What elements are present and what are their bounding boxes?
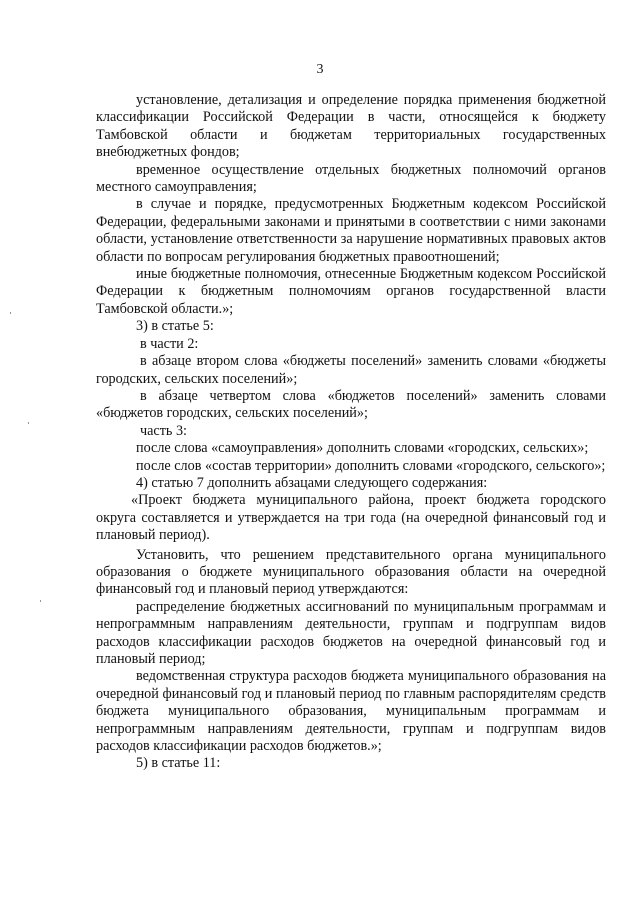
paragraph-establish: Установить, что решением представительного органа муниципального образования о бюджете муниципального образования области на очередной финансовый год и плановый период утверждаются:	[96, 546, 606, 598]
paragraph-after-self-government: после слова «самоуправления» дополнить словами «городских, сельских»;	[136, 440, 589, 457]
scan-speck	[10, 312, 11, 314]
scan-speck	[40, 600, 41, 602]
paragraph-responsibility: в случае и порядке, предусмотренных Бюджетным кодексом Российской Федерации, федеральными законами и принятыми в соответствии с ними законами области, установление ответственности за нарушение нормативных правовых актов области по вопросам регулирования бюджетных правоотношений;	[96, 196, 606, 265]
paragraph-part-3: часть 3:	[140, 422, 187, 439]
paragraph-fourth-subparagraph: в абзаце четвертом слова «бюджетов поселений» заменить словами «бюджетов городских, сельских поселений»;	[96, 387, 606, 422]
paragraph-budget-classification: установление, детализация и определение порядка применения бюджетной классификации Российской Федерации в части, относящейся к бюджету Тамбовской области и бюджетам территориальных государственных внебюджетных фондов;	[96, 92, 606, 161]
paragraph-article-7: 4) статью 7 дополнить абзацами следующего содержания:	[136, 474, 488, 491]
paragraph-after-territory: после слов «состав территории» дополнить словами «городского, сельского»;	[136, 457, 606, 474]
paragraph-article-5: 3) в статье 5:	[136, 318, 214, 335]
paragraph-departmental-structure: ведомственная структура расходов бюджета муниципального образования на очередной финансовый год и плановый период по главным распорядителям средств бюджета муниципального образования, муниципальным программам и непрограммным направлениям деятельности, группам и подгруппам видов расходов классификации расходов бюджетов.»;	[96, 668, 606, 755]
paragraph-temporary-powers: временное осуществление отдельных бюджетных полномочий органов местного самоуправления;	[96, 161, 606, 196]
scan-speck	[28, 422, 29, 424]
page-number: 3	[316, 62, 324, 77]
paragraph-other-powers: иные бюджетные полномочия, отнесенные Бюджетным кодексом Российской Федерации к бюджетным полномочиям органов государственной власти Тамбовской области.»;	[96, 266, 606, 317]
paragraph-article-11: 5) в статье 11:	[136, 755, 221, 772]
document-body	[96, 92, 606, 773]
paragraph-draft-budget-quote: «Проект бюджета муниципального района, проект бюджета городского округа составляется и утверждается на три года (на очередной финансовый год и плановый период).	[96, 492, 606, 544]
paragraph-second-subparagraph: в абзаце втором слова «бюджеты поселений» заменить словами «бюджеты городских, сельских поселений»;	[96, 353, 606, 387]
paragraph-allocation: распределение бюджетных ассигнований по муниципальным программам и непрограммным направлениям деятельности, группам и подгруппам видов расходов классификации расходов бюджетов на очередной финансовый год и плановый период;	[96, 598, 606, 667]
paragraph-part-2: в части 2:	[140, 335, 199, 352]
